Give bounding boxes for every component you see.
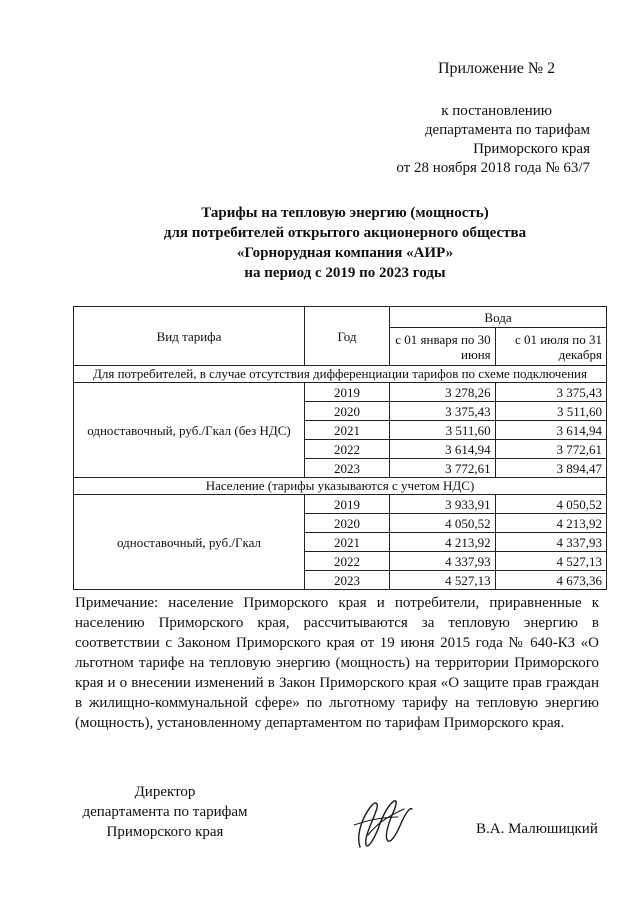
section-heading-row bbox=[74, 366, 607, 383]
appendix-reference-line: от 28 ноября 2018 года № 63/7 bbox=[396, 160, 590, 176]
value-cell: 3 511,60 bbox=[495, 402, 606, 421]
year-cell: 2019 bbox=[305, 383, 390, 402]
year-cell: 2022 bbox=[305, 440, 390, 459]
document-title bbox=[90, 203, 600, 283]
tariff-type-cell: одноставочный, руб./Гкал (без НДС) bbox=[74, 383, 305, 478]
value-cell: 4 527,13 bbox=[390, 571, 496, 590]
year-cell: 2023 bbox=[305, 459, 390, 478]
value-cell: 3 933,91 bbox=[390, 495, 496, 514]
tariff-type-cell: одноставочный, руб./Гкал bbox=[74, 495, 305, 590]
section-heading-row bbox=[74, 478, 607, 495]
value-cell: 4 337,93 bbox=[390, 552, 496, 571]
value-cell: 3 772,61 bbox=[390, 459, 496, 478]
appendix-reference-line: Приморского края bbox=[473, 141, 590, 157]
value-cell: 3 894,47 bbox=[495, 459, 606, 478]
value-cell: 4 050,52 bbox=[495, 495, 606, 514]
year-cell: 2019 bbox=[305, 495, 390, 514]
year-cell: 2020 bbox=[305, 514, 390, 533]
table-row bbox=[74, 383, 607, 402]
year-cell: 2021 bbox=[305, 533, 390, 552]
appendix-reference bbox=[330, 102, 590, 178]
value-cell: 3 375,43 bbox=[390, 402, 496, 421]
value-cell: 4 527,13 bbox=[495, 552, 606, 571]
header-period-second-half: с 01 июля по 31 декабря bbox=[495, 328, 606, 366]
appendix-number: Приложение № 2 bbox=[438, 60, 556, 77]
signatory-position bbox=[75, 782, 255, 842]
title-line: на период с 2019 по 2023 годы bbox=[244, 265, 446, 281]
header-water: Вода bbox=[390, 307, 607, 328]
value-cell: 4 337,93 bbox=[495, 533, 606, 552]
table-header-row bbox=[74, 307, 607, 328]
value-cell: 3 614,94 bbox=[495, 421, 606, 440]
handwritten-signature bbox=[346, 795, 416, 851]
year-cell: 2023 bbox=[305, 571, 390, 590]
value-cell: 4 213,92 bbox=[390, 533, 496, 552]
header-year: Год bbox=[305, 307, 390, 366]
appendix-reference-line: департамента по тарифам bbox=[424, 122, 590, 138]
tariff-table bbox=[73, 306, 607, 590]
title-line: Тарифы на тепловую энергию (мощность) bbox=[201, 205, 489, 221]
value-cell: 3 772,61 bbox=[495, 440, 606, 459]
header-period-first-half: с 01 января по 30 июня bbox=[390, 328, 496, 366]
value-cell: 3 278,26 bbox=[390, 383, 496, 402]
section-heading: Для потребителей, в случае отсутствия дифференциации тарифов по схеме подключения bbox=[74, 366, 607, 383]
title-line: для потребителей открытого акционерного общества bbox=[163, 225, 527, 241]
appendix-reference-line: к постановлению bbox=[441, 103, 552, 119]
year-cell: 2021 bbox=[305, 421, 390, 440]
value-cell: 4 050,52 bbox=[390, 514, 496, 533]
title-line: «Горнорудная компания «АИР» bbox=[236, 245, 454, 261]
header-tariff-type: Вид тарифа bbox=[74, 307, 305, 366]
value-cell: 4 213,92 bbox=[495, 514, 606, 533]
signatory-name: В.А. Малюшицкий bbox=[476, 821, 598, 837]
section-heading: Население (тарифы указываются с учетом НДС) bbox=[74, 478, 607, 495]
signatory-position-line: Приморского края bbox=[106, 824, 224, 840]
year-cell: 2022 bbox=[305, 552, 390, 571]
value-cell: 3 614,94 bbox=[390, 440, 496, 459]
value-cell: 3 511,60 bbox=[390, 421, 496, 440]
signatory-position-line: Директор bbox=[134, 784, 196, 800]
value-cell: 4 673,36 bbox=[495, 571, 606, 590]
signatory-position-line: департамента по тарифам bbox=[82, 804, 248, 820]
value-cell: 3 375,43 bbox=[495, 383, 606, 402]
table-row bbox=[74, 495, 607, 514]
year-cell: 2020 bbox=[305, 402, 390, 421]
note-paragraph: Примечание: население Приморского края и потребители, приравненные к населению Приморского края, рассчитываются за тепловую энергию в соответствии с Законом Приморского края от 19 июня 2015 года № 640-КЗ «О льготном тарифе на тепловую энергию (мощность) на территории Приморского края и о внесении изменений в Закон Приморского края «О защите прав граждан в жилищно-коммунальной сфере» по льготному тарифу на тепловую энергию (мощность), установленному департаментом по тарифам Приморского края. bbox=[75, 595, 599, 731]
